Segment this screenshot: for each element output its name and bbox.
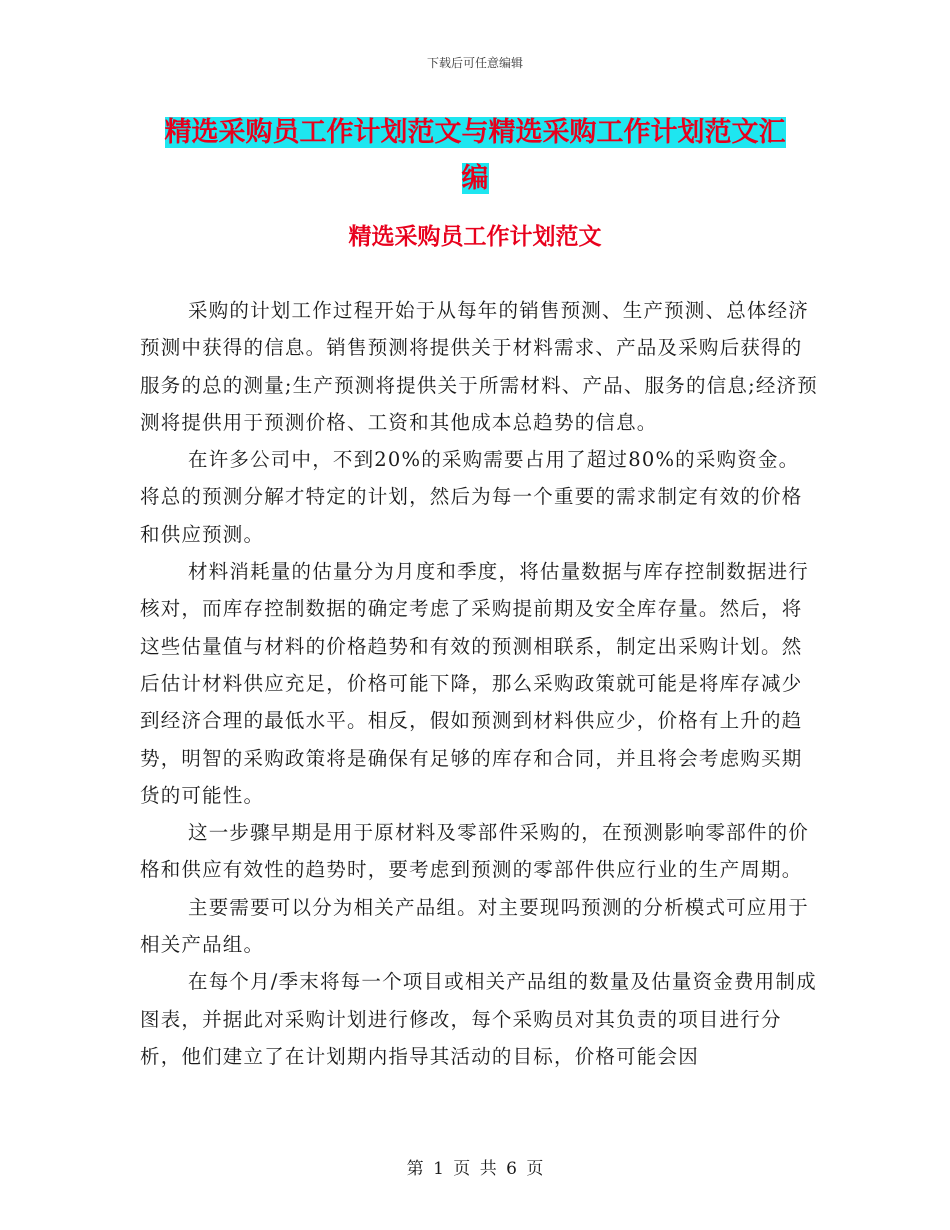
header-note: 下载后可任意编辑 (426, 56, 523, 70)
paragraph: 在许多公司中，不到20%的采购需要占用了超过80%的采购资金。将总的预测分解才特定的计划，然后为每一个重要的需求制定有效的价格和供应预测。 (140, 448, 803, 546)
paragraph: 采购的计划工作过程开始于从每年的销售预测、生产预测、总体经济预测中获得的信息。销售预测将提供关于材料需求、产品及采购后获得的服务的总的测量;生产预测将提供关于所需材料、产品、服务的信息;经济预测将提供用于预测价格、工资和其他成本总趋势的信息。 (140, 299, 818, 434)
paragraph: 主要需要可以分为相关产品组。对主要现吗预测的分析模式可应用于相关产品组。 (140, 895, 810, 957)
paragraph: 材料消耗量的估量分为月度和季度，将估量数据与库存控制数据进行核对，而库存控制数据的确定考虑了采购提前期及安全库存量。然后，将这些估量值与材料的价格趋势和有效的预测相联系，制定出采购计划。然后估计材料供应充足，价格可能下降，那么采购政策就可能是将库存减少到经济合理的最低水平。相反，假如预测到材料供应少，价格有上升的趋势，明智的采购政策将是确保有足够的库存和合同，并且将会考虑购买期货的可能性。 (140, 560, 810, 807)
document-title (0, 110, 950, 202)
document-title-line-1: 精选采购员工作计划范文与精选采购工作计划范文汇 (164, 117, 786, 148)
paragraph: 这一步骤早期是用于原材料及零部件采购的，在预测影响零部件的价格和供应有效性的趋势时，要考虑到预测的零部件供应行业的生产周期。 (140, 821, 810, 882)
section-title: 精选采购员工作计划范文 (348, 223, 602, 250)
document-body (140, 292, 820, 1075)
document-title-line-2: 编 (461, 163, 489, 194)
page-footer: 第 1 页 共 6 页 (406, 1159, 544, 1179)
paragraph: 在每个月/季末将每一个项目或相关产品组的数量及估量资金费用制成图表，并据此对采购计划进行修改，每个采购员对其负责的项目进行分析，他们建立了在计划期内指导其活动的目标，价格可能会因 (140, 970, 817, 1068)
